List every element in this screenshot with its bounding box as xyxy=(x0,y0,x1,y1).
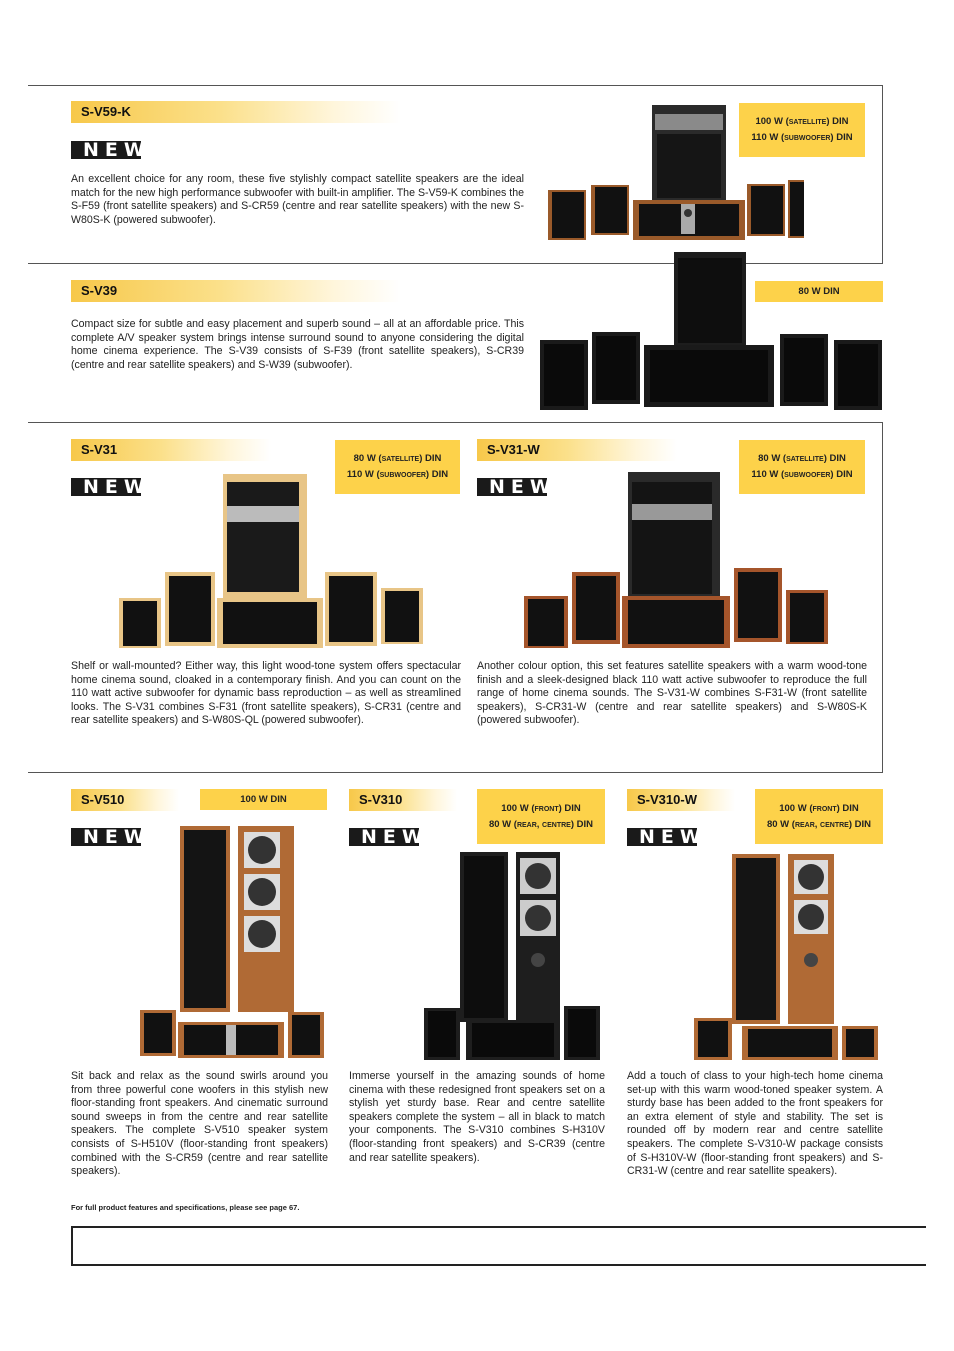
sv310w-spec-line1: 100 W (front) DIN xyxy=(779,802,859,814)
sv31w-spec-line2: 110 W (subwoofer) DIN xyxy=(751,469,853,480)
sv39-description: Compact size for subtle and easy placement and superb sound – all at an affordable price. This complete A/V speaker system brings intense surround sound to anyone considering the digital home cinema experience. The S-V39 consists of S-F39 (front satellite speakers), S-CR39 (centre and rear satellite speakers) and S-W39 (subwoofer). xyxy=(71,318,524,371)
sv59k-title: S-V59-K xyxy=(71,101,401,123)
divider-3 xyxy=(28,422,883,423)
sv59k-spec-line2: 110 W (subwoofer) DIN xyxy=(751,132,853,143)
sv310-new-badge: NEW xyxy=(349,828,419,846)
sv310w-product-image xyxy=(692,850,882,1064)
sv31-description: Shelf or wall-mounted? Either way, this light wood-tone system offers spectacular home cinema sound, cloaked in a contemporary finish. And you can count on the 110 watt active subwoofer for dynamic bass reproduction – as well as streamlined looks. The S-V31 combines S-F31 (front satellite speakers), S-CR31 (centre and rear satellite speakers) and S-W80S-QL (powered subwoofer). xyxy=(71,660,461,727)
sv31-new-badge: NEW xyxy=(71,478,141,496)
sv310w-new-badge: NEW xyxy=(627,828,697,846)
sv310-product-image xyxy=(420,848,605,1063)
sv59k-product-image xyxy=(545,100,805,245)
sv510-product-image xyxy=(138,822,328,1062)
sv31w-title: S-V31-W xyxy=(477,439,677,461)
sv39-title: S-V39 xyxy=(71,280,401,302)
sv31-product-image xyxy=(117,468,427,650)
sv59k-spec-line1: 100 W (satellite) DIN xyxy=(755,116,849,127)
divider-right-3 xyxy=(882,422,883,772)
sv31w-product-image xyxy=(522,468,832,650)
sv310w-spec-box xyxy=(755,789,883,844)
sv59k-description: An excellent choice for any room, these five stylishly compact satellite speakers are the ideal match for the new high performance subwoofer with built-in amplifier. The S-V59-K combines the S-F59 (front satellite speakers) and S-CR59 (centre and rear satellite speakers) with the new S-W80S-K (powered subwoofer). xyxy=(71,173,524,226)
divider-4 xyxy=(28,772,883,773)
bottom-box xyxy=(71,1226,926,1266)
sv59k-new-badge: NEW xyxy=(71,141,141,159)
sv510-spec-box xyxy=(200,789,327,810)
sv310w-description: Add a touch of class to your high-tech home cinema set-up with this warm wood-toned speaker system. A sturdy base has been added to the front speakers for an extra element of style and stability. The set is rounded off by modern rear and centre satellite speakers. The complete S-V310-W package consists of S-H310V-W (floor-standing front speakers) and S-CR31-W (centre and rear satellite speakers). xyxy=(627,1070,883,1178)
sv31-spec-line1: 80 W (satellite) DIN xyxy=(353,453,442,464)
sv310w-spec-line2: 80 W (rear, centre) DIN xyxy=(766,818,872,830)
sv310-spec-line2: 80 W (rear, centre) DIN xyxy=(488,818,594,830)
sv310-title: S-V310 xyxy=(349,789,457,811)
divider-top xyxy=(28,85,883,86)
sv31w-spec-line1: 80 W (satellite) DIN xyxy=(758,453,846,464)
sv31w-new-badge: NEW xyxy=(477,478,547,496)
footnote: For full product features and specifications, please see page 67. xyxy=(71,1203,300,1212)
sv310-spec-box xyxy=(477,789,605,844)
sv310-description: Immerse yourself in the amazing sounds of home cinema with these redesigned front speakers set on a stylish yet sturdy base. Rear and centre satellite speakers complete the system – all in black to match your components. The S-V310 combines S-H310V (floor-standing front speakers) and S-CR39 (centre and rear satellite speakers). xyxy=(349,1070,605,1164)
sv510-description: Sit back and relax as the sound swirls around you from three powerful cone woofers in this stylish new floor-standing front speakers. And cinematic surround sound sweeps in from the centre and rear satellite speakers. The complete S-V510 speaker system consists of S-H510V (floor-standing front speakers) combined with the S-CR59 (centre and rear satellite speakers). xyxy=(71,1070,328,1178)
sv510-new-badge: NEW xyxy=(71,828,141,846)
sv310-spec-line1: 100 W (front) DIN xyxy=(501,802,581,814)
sv39-spec-line1: 80 W DIN xyxy=(798,285,840,297)
sv310w-title: S-V310-W xyxy=(627,789,735,811)
sv510-spec-line1: 100 W DIN xyxy=(240,793,287,805)
divider-right-1 xyxy=(882,85,883,263)
sv510-title: S-V510 xyxy=(71,789,179,811)
sv31-title: S-V31 xyxy=(71,439,271,461)
sv39-product-image xyxy=(538,250,883,412)
sv31-spec-line2: 110 W (subwoofer) DIN xyxy=(346,469,449,480)
sv31w-description: Another colour option, this set features satellite speakers with a warm wood-tone finish and a sleek-designed black 110 watt active subwoofer to reproduce the full range of home cinema sounds. The S-V31-W combines S-F31-W (front satellite speakers), S-CR31-W (centre and rear satellite speakers) and S-W80S-K (powered subwoofer). xyxy=(477,660,867,727)
